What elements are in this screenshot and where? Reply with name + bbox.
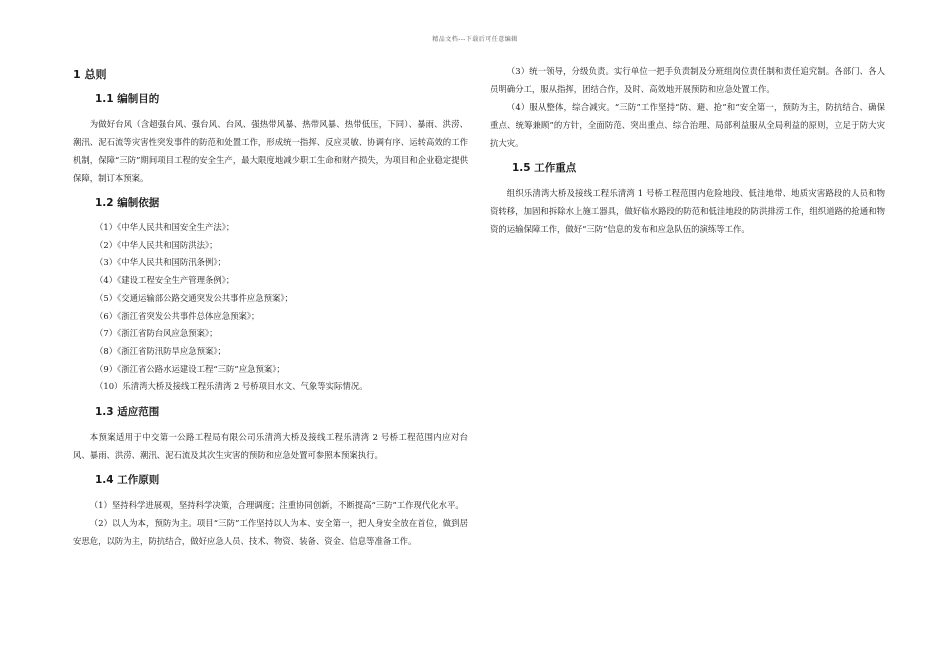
- principle-2-paragraph: （2）以人为本，预防为主。项目“三防”工作坚持以人为本、安全第一，把人身安全放在首位，做到居安思危，以防为主，防抗结合，做好应急人员、技术、物资、装备、资金、信息等准备工作。: [73, 518, 468, 547]
- list-item: （8）《浙江省防汛防旱应急预案》；: [95, 345, 226, 356]
- section-title-1-3: 1.3 适应范围: [95, 406, 160, 419]
- section-title-1-4: 1.4 工作原则: [95, 474, 160, 487]
- list-item: （7）《浙江省防台风应急预案》；: [95, 328, 218, 339]
- chapter-title: 1 总则: [73, 68, 107, 81]
- principle-1-paragraph: （1）坚持科学进展观，坚持科学决策，合理调度；注重协同创新，不断提高“三防”工作现代化水平。: [89, 500, 464, 511]
- list-item: （3）《中华人民共和国防汛条例》；: [95, 257, 226, 268]
- list-item: （2）《中华人民共和国防洪法》；: [95, 239, 218, 250]
- left-column: [73, 62, 468, 550]
- section-title-1-2: 1.2 编制依据: [95, 197, 160, 209]
- page-header-note: 精品文档---下载后可任意编辑: [432, 36, 518, 43]
- right-column: [490, 62, 885, 238]
- list-item: （1）《中华人民共和国安全生产法》；: [95, 222, 235, 232]
- list-item: （5）《交通运输部公路交通突发公共事件应急预案》；: [95, 292, 293, 303]
- basis-list: [73, 219, 468, 396]
- section-title-1-5: 1.5 工作重点: [512, 162, 577, 174]
- principle-3-paragraph: （3）统一领导，分级负责。实行单位一把手负责制及分班组岗位责任制和责任追究制。各部门、各人员明确分工，服从指挥，团结合作，及时、高效地开展预防和应急处置工作。: [490, 66, 885, 94]
- section-1-3-paragraph: 本预案适用于中交第一公路工程局有限公司乐清湾大桥及接线工程乐清湾 2 号桥工程范围内应对台风、暴雨、洪涝、潮汛、泥石流及其次生灾害的预防和应急处置可参照本预案执行。: [73, 432, 468, 461]
- list-item: （6）《浙江省突发公共事件总体应急预案》；: [95, 310, 260, 321]
- list-item: （9）《浙江省公路水运建设工程“三防”应急预案》；: [95, 363, 285, 374]
- list-item: （4）《建设工程安全生产管理条例》；: [95, 275, 235, 286]
- principle-4-paragraph: （4）服从整体，综合减灾。“三防”工作坚持“防、避、抢”和“安全第一，预防为主，防抗结合、确保重点、统筹兼顾”的方针，全面防范、突出重点、综合治理、局部利益服从全局利益的原则，立足于防大灾抗大灾。: [490, 102, 885, 148]
- list-item: （10）乐清湾大桥及接线工程乐清湾 2 号桥项目水文、气象等实际情况。: [95, 381, 368, 392]
- section-1-1-paragraph: 为做好台风（含超强台风、强台风、台风、强热带风暴、热带风暴、热带低压，下同）、暴雨、洪涝、潮汛、泥石流等灾害性突发事件的防范和处置工作，形成统一指挥、反应灵敏、协调有序、运转高效的工作机制，保障“三防”期间项目工程的安全生产，最大限度地减少职工生命和财产损失，为项目和企业稳定提供保障，制订本预案。: [73, 119, 468, 183]
- section-1-5-paragraph: 组织乐清湾大桥及接线工程乐清湾 1 号桥工程范围内危险地段、低洼地带、地质灾害路段的人员和物资转移，加固和拆除水上施工器具，做好临水路段的防范和低洼地段的防洪排涝工作，组织道路的抢通和物资的运输保障工作，做好“三防”信息的发布和应急队伍的演练等工作。: [490, 188, 885, 234]
- section-title-1-1: 1.1 编制目的: [95, 93, 160, 105]
